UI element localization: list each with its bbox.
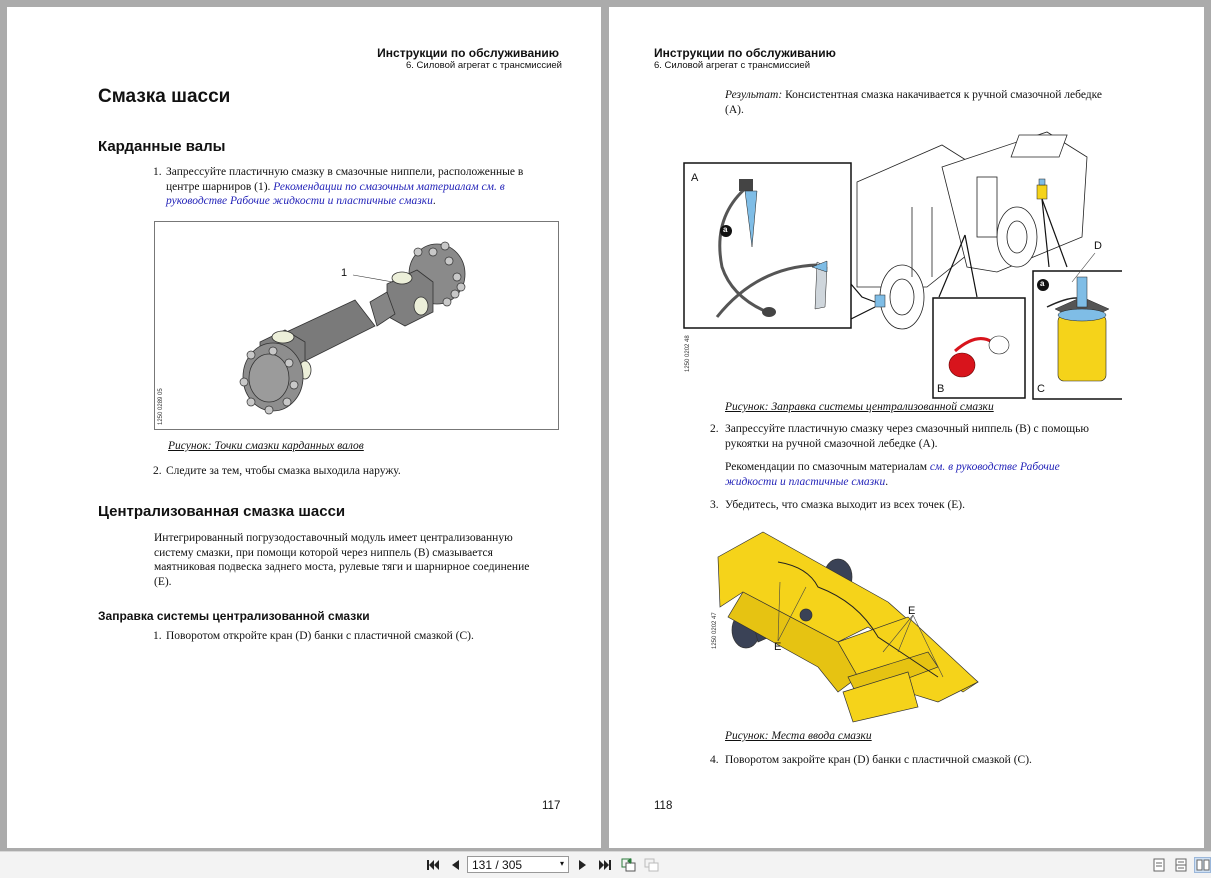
step-number: 3. bbox=[710, 499, 719, 511]
label-B: B bbox=[937, 383, 945, 395]
cardan-shaft-illustration bbox=[155, 222, 558, 429]
step-2 bbox=[153, 464, 553, 479]
label-a-pump: a bbox=[1040, 279, 1045, 288]
section-title-central-lube: Централизованная смазка шасси bbox=[98, 503, 346, 520]
rec-text: Рекомендации по смазочным материалам bbox=[725, 461, 930, 473]
page-right bbox=[609, 7, 1204, 848]
figure-cardan-shaft bbox=[154, 221, 559, 430]
figure-id: 1250 0202 47 bbox=[712, 612, 718, 649]
label-A: A bbox=[691, 172, 699, 184]
go-back-view-button[interactable] bbox=[620, 857, 638, 873]
lubricants-link[interactable]: Рекомендации по смазочным материалам см. в руководстве Рабочие жидкости и пластичные смазки bbox=[166, 180, 505, 207]
page-number: 118 bbox=[654, 800, 673, 812]
callout-1: 1 bbox=[341, 267, 348, 279]
running-header-title: Инструкции по обслуживанию bbox=[377, 46, 559, 60]
step-number: 2. bbox=[710, 423, 719, 435]
running-header-title: Инструкции по обслуживанию bbox=[654, 46, 836, 60]
label-E-left: E bbox=[774, 641, 782, 653]
page-number-value: 131 / 305 bbox=[472, 857, 523, 872]
figure-id: 1250 0289 05 bbox=[158, 388, 164, 425]
page-left bbox=[7, 7, 601, 848]
label-C: C bbox=[1037, 383, 1045, 395]
result-paragraph bbox=[725, 88, 1105, 117]
figure-lube-points bbox=[708, 527, 988, 727]
first-page-button[interactable] bbox=[425, 857, 441, 873]
step-text: Запрессуйте пластичную смазку через смазочный ниппель (B) с помощью рукоятки на ручной смазочной лебедке (A). bbox=[725, 423, 1089, 450]
page-number: 117 bbox=[542, 800, 561, 812]
step-text: Поворотом откройте кран (D) банки с пластичной смазкой (C). bbox=[166, 630, 474, 642]
step-text: Убедитесь, что смазка выходит из всех точек (E). bbox=[725, 499, 966, 511]
loader-illustration bbox=[677, 127, 1122, 402]
continuous-page-icon bbox=[1175, 858, 1187, 872]
two-page-view-button[interactable] bbox=[1194, 857, 1211, 873]
step-text: Следите за тем, чтобы смазка выходила наружу. bbox=[166, 465, 401, 477]
figure-caption-fill: Рисунок: Заправка системы централизованной смазки bbox=[725, 401, 994, 413]
step-text: Запрессуйте пластичную смазку в смазочные ниппели, расположенные в центре шарниров (1). bbox=[166, 166, 524, 193]
step-number: 1. bbox=[153, 166, 162, 178]
previous-view-icon bbox=[621, 858, 637, 872]
figure-caption-cardan: Рисунок: Точки смазки карданных валов bbox=[168, 440, 364, 452]
prev-page-icon bbox=[450, 859, 460, 871]
first-page-icon bbox=[426, 859, 440, 871]
period: . bbox=[432, 195, 436, 207]
running-header-subtitle: 6. Силовой агрегат с трансмиссией bbox=[405, 60, 562, 71]
step-number: 2. bbox=[153, 465, 162, 477]
figure-caption-points: Рисунок: Места ввода смазки bbox=[725, 730, 872, 742]
next-page-icon bbox=[578, 859, 588, 871]
step-1 bbox=[153, 165, 553, 209]
prev-page-button[interactable] bbox=[448, 857, 462, 873]
frame-illustration bbox=[708, 527, 988, 727]
step-number: 1. bbox=[153, 630, 162, 642]
single-page-view-button[interactable] bbox=[1152, 857, 1166, 873]
step-number: 4. bbox=[710, 754, 719, 766]
step-text: Поворотом закройте кран (D) банки с пластичной смазкой (C). bbox=[725, 754, 1032, 766]
step-2 bbox=[710, 422, 1110, 451]
viewer-toolbar bbox=[0, 851, 1211, 878]
figure-lube-system-fill bbox=[677, 127, 1122, 402]
page-number-input[interactable] bbox=[467, 856, 569, 873]
result-text: Консистентная смазка накачивается к ручной смазочной лебедке (A). bbox=[725, 89, 1103, 116]
single-page-icon bbox=[1153, 858, 1165, 872]
subsection-title: Заправка системы централизованной смазки bbox=[98, 609, 370, 623]
lubricant-recommendation bbox=[725, 460, 1105, 489]
period: . bbox=[885, 475, 889, 488]
section-title-cardan: Карданные валы bbox=[98, 138, 226, 155]
facing-pages-icon bbox=[1196, 859, 1210, 871]
last-page-icon bbox=[598, 859, 612, 871]
go-forward-view-button[interactable] bbox=[643, 857, 661, 873]
result-label: Результат: bbox=[725, 89, 783, 101]
lubricants-link[interactable]: см. в руководстве Рабочие жидкости и пластичные смазки bbox=[725, 461, 1060, 488]
label-D: D bbox=[1094, 240, 1102, 252]
figure-id: 1250 0202 48 bbox=[685, 335, 691, 372]
page-dropdown-icon[interactable]: ▾ bbox=[559, 859, 564, 868]
step-3 bbox=[710, 498, 1110, 513]
continuous-view-button[interactable] bbox=[1174, 857, 1188, 873]
last-page-button[interactable] bbox=[597, 857, 613, 873]
running-header-subtitle: 6. Силовой агрегат с трансмиссией bbox=[654, 60, 811, 71]
next-view-icon bbox=[644, 858, 660, 872]
next-page-button[interactable] bbox=[577, 857, 589, 873]
sub-step-1 bbox=[153, 629, 553, 644]
label-E-right: E bbox=[908, 605, 916, 617]
label-a-hose: a bbox=[723, 225, 728, 234]
section-paragraph: Интегрированный погрузодоставочный модуль имеет централизованную систему смазки, при помощи которой через ниппель (B) смазывается маятниковая подвеска заднего моста, рулевые тяги и шарнирное соединение (E). bbox=[154, 532, 530, 588]
step-4 bbox=[710, 753, 1110, 768]
page-title: Смазка шасси bbox=[98, 86, 231, 107]
